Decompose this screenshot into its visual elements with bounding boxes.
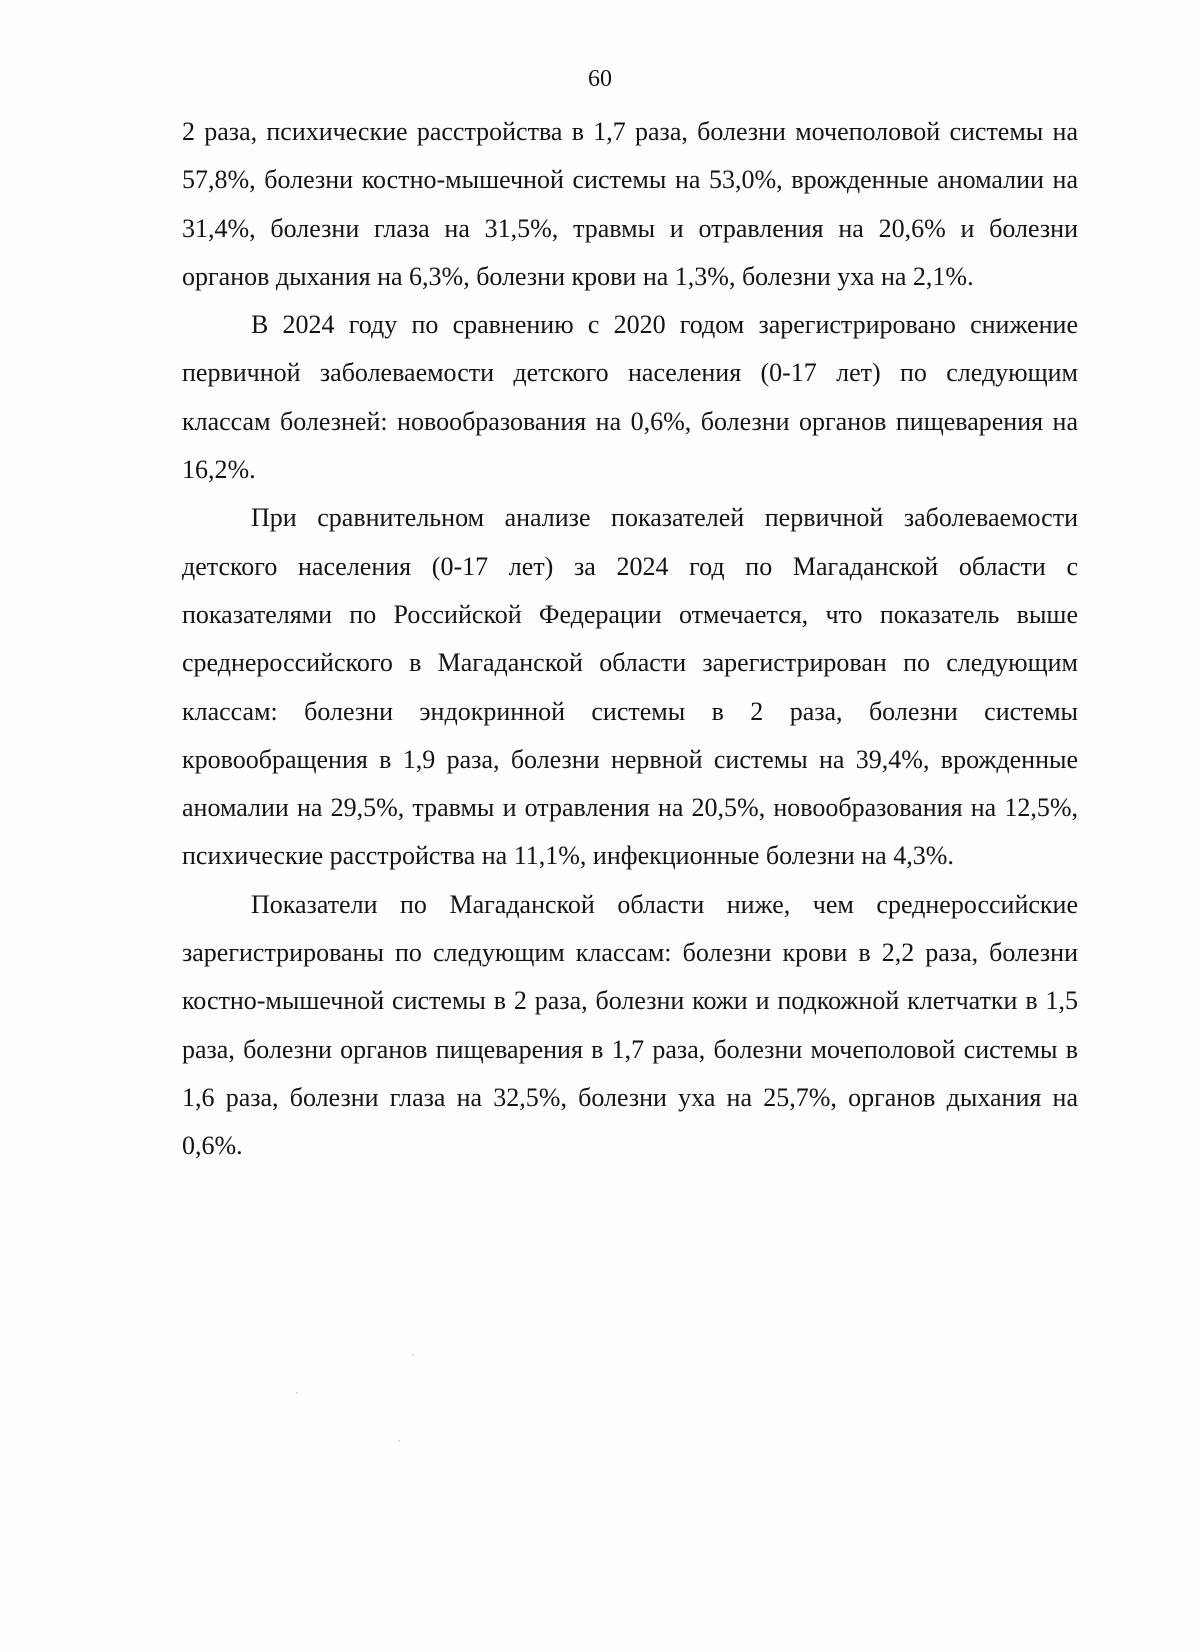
page-number: 60: [588, 66, 612, 92]
paragraph-below-russian-average: Показатели по Магаданской области ниже, чем среднероссийские зарегистрированы по следующим классам: болезни крови в 2,2 раза, болезни костно-мышечной системы в 2 раза, болезни кожи и подкожной клетчатки в 1,5 раза, болезни органов пищеварения в 1,7 раза, болезни мочеполовой системы в 1,6 раза, болезни глаза на 32,5%, болезни уха на 25,7%, органов дыхания на 0,6%.: [182, 889, 1078, 1161]
scan-speck: [296, 1392, 298, 1394]
scan-speck: [412, 1354, 414, 1356]
paragraph-continuation: 2 раза, психические расстройства в 1,7 раза, болезни мочеполовой системы на 57,8%, болезни костно-мышечной системы на 53,0%, врожденные аномалии на 31,4%, болезни глаза на 31,5%, травмы и отравления на 20,6% и болезни органов дыхания на 6,3%, болезни крови на 1,3%, болезни уха на 2,1%.: [182, 117, 1078, 291]
paragraph-decrease-2024-vs-2020: В 2024 году по сравнению с 2020 годом зарегистрировано снижение первичной заболеваемости детского населения (0-17 лет) по следующим классам болезней: новообразования на 0,6%, болезни органов пищеварения на 16,2%.: [182, 310, 1078, 485]
page-body: [182, 108, 1078, 1171]
scan-speck: [398, 1440, 400, 1442]
paragraph-above-russian-average: При сравнительном анализе показателей первичной заболеваемости детского населения (0-17 лет) за 2024 год по Магаданской области с показателями по Российской Федерации отмечается, что показатель выше среднероссийского в Магаданской области зарегистрирован по следующим классам: болезни эндокринной системы в 2 раза, болезни системы кровообращения в 1,9 раза, болезни нервной системы на 39,4%, врожденные аномалии на 29,5%, травмы и отравления на 20,5%, новообразования на 12,5%, психические расстройства на 11,1%, инфекционные болезни на 4,3%.: [182, 503, 1078, 871]
